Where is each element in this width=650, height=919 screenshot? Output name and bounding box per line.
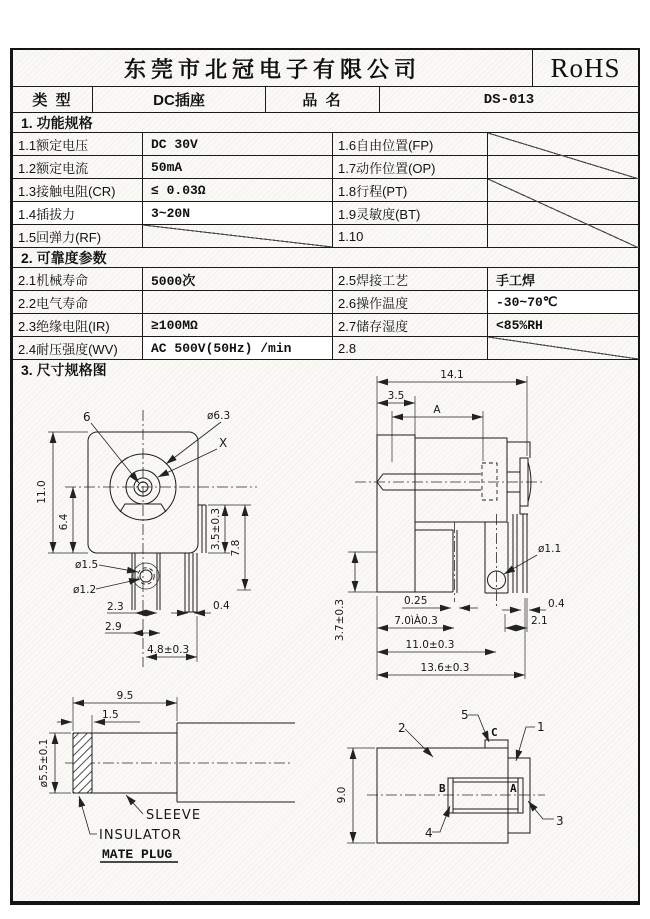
row-1-1-label: 1.1额定电压 <box>13 133 143 155</box>
front-view-drawing <box>25 372 325 687</box>
dim-height-64: 6.4 <box>58 513 70 531</box>
row-1-3-value: ≤ 0.03Ω <box>143 179 333 201</box>
callout-b: B <box>439 782 446 795</box>
dim-136: 13.6±0.3 <box>420 662 470 674</box>
row-2-8-value <box>488 337 638 359</box>
callout-dia11: ø1.1 <box>538 543 562 555</box>
dim-78: 7.8 <box>230 539 242 557</box>
section3-title: 3. 尺寸规格图 <box>21 362 107 378</box>
dim-04: 0.4 <box>213 600 230 612</box>
spec-row-2-4 <box>13 337 638 360</box>
callout-dia15: ø1.5 <box>75 559 99 571</box>
row-1-9-label: 1.9灵敏度(BT) <box>333 202 488 224</box>
row-1-6-label: 1.6自由位置(FP) <box>333 133 488 155</box>
type-row <box>13 87 638 113</box>
row-2-7-value: <85%RH <box>496 317 543 333</box>
row-1-5-label: 1.5回弹力(RF) <box>13 225 143 247</box>
header-row <box>13 50 638 87</box>
dim-35: 3.5±0.3 <box>210 507 222 551</box>
row-1-4-label: 1.4插拔力 <box>13 202 143 224</box>
callout-dia63: ø6.3 <box>207 410 231 422</box>
row-2-1-label: 2.1机械寿命 <box>13 268 143 290</box>
dim-55: ø5.5±0.1 <box>38 738 50 788</box>
type-value: DC插座 <box>93 87 266 112</box>
row-1-2-label: 1.2额定电流 <box>13 156 143 178</box>
na-slash-1-6-7 <box>488 133 639 179</box>
row-2-4-value: AC 500V(50Hz) /min <box>143 337 333 359</box>
dim-95: 9.5 <box>116 690 134 702</box>
callout-x: X <box>219 436 228 450</box>
product-name-value: DS-013 <box>483 91 535 108</box>
side-view-drawing <box>330 362 645 682</box>
dim-70: 7.0ìÀ0.3 <box>394 615 438 627</box>
row-2-7-label: 2.7储存湿度 <box>333 314 488 336</box>
callout-a: A <box>510 782 517 795</box>
row-1-2-value: 50mA <box>143 156 333 178</box>
dim-29: 2.9 <box>105 621 122 633</box>
row-2-2-value <box>143 291 333 313</box>
dim-35s: 3.5 <box>387 390 405 402</box>
type-label: 类 型 <box>13 87 93 112</box>
section2-title: 2. 可靠度参数 <box>13 248 638 268</box>
row-2-1-value: 5000次 <box>143 268 333 290</box>
row-1-1-value: DC 30V <box>143 133 333 155</box>
row-2-4-label: 2.4耐压强度(WV) <box>13 337 143 359</box>
row-2-5-label: 2.5焊接工艺 <box>333 268 488 290</box>
dim-height-11: 11.0 <box>36 480 48 504</box>
mate-plug-drawing <box>30 688 315 878</box>
row-1-8-label: 1.8行程(PT) <box>333 179 488 201</box>
callout-6: 6 <box>83 410 91 424</box>
insulator-label: INSULATOR <box>99 828 182 843</box>
row-2-6-label: 2.6操作温度 <box>333 291 488 313</box>
row-2-6-value: -30~70℃ <box>488 291 638 313</box>
row-1-10-label: 1.10 <box>333 225 488 247</box>
callout-c: C <box>491 726 498 739</box>
dim-141: 14.1 <box>440 369 464 381</box>
callout-dia12: ø1.2 <box>73 584 97 596</box>
row-1-4-value: 3~20N <box>143 202 333 224</box>
dim-a: A <box>433 404 441 416</box>
dim-48: 4.8±0.3 <box>147 644 190 656</box>
dim-15: 1.5 <box>102 709 119 721</box>
callout-3: 3 <box>556 814 564 828</box>
row-1-7-label: 1.7动作位置(OP) <box>333 156 488 178</box>
dim-37: 3.7±0.3 <box>334 598 346 642</box>
dim-025: 0.25 <box>404 595 428 607</box>
dim-23: 2.3 <box>107 601 124 613</box>
spec-row-2-3 <box>13 314 638 337</box>
callout-5: 5 <box>461 708 469 722</box>
mate-plug-title: MATE PLUG <box>102 847 173 862</box>
dim-21: 2.1 <box>531 615 548 627</box>
product-name-label: 品 名 <box>266 87 380 112</box>
dim-90: 9.0 <box>336 786 348 804</box>
na-slash-1-8-10 <box>488 179 639 248</box>
sleeve-label: SLEEVE <box>146 808 202 823</box>
section1-title: 1. 功能规格 <box>13 113 638 133</box>
dim-04s: 0.4 <box>548 598 565 610</box>
company-name: 东莞市北冠电子有限公司 <box>13 50 533 86</box>
callout-4: 4 <box>425 826 433 840</box>
spec-row-2-2 <box>13 291 638 314</box>
row-1-5-value <box>143 225 333 247</box>
callout-1: 1 <box>537 720 545 734</box>
row-2-2-label: 2.2电气寿命 <box>13 291 143 313</box>
section-view-drawing <box>330 688 645 883</box>
row-2-5-value: 手工焊 <box>496 273 536 289</box>
row-2-3-value: ≥100MΩ <box>143 314 333 336</box>
callout-2: 2 <box>398 721 406 735</box>
spec-row-2-1 <box>13 268 638 291</box>
row-2-3-label: 2.3绝缘电阻(IR) <box>13 314 143 336</box>
rohs-badge: RoHS <box>550 52 621 83</box>
row-2-8-label: 2.8 <box>333 337 488 359</box>
dim-110: 11.0±0.3 <box>405 639 455 651</box>
row-1-3-label: 1.3接触电阻(CR) <box>13 179 143 201</box>
